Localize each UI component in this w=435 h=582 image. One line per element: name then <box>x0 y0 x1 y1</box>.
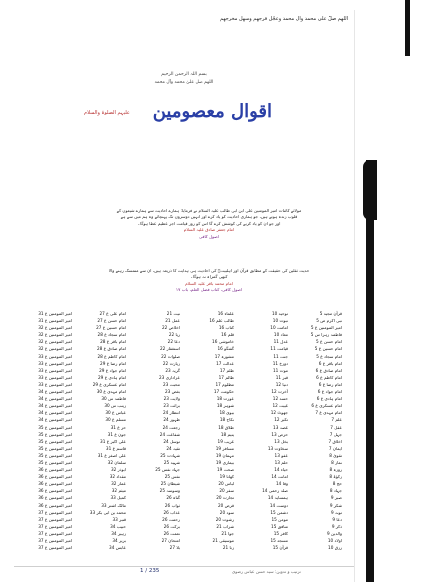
toc-entry[interactable]: توبہ 9 <box>331 509 342 515</box>
toc-entry[interactable]: قرآن مجید 5 <box>319 311 342 316</box>
toc-entry[interactable]: نماز 8 <box>331 459 342 465</box>
toc-entry[interactable]: امیر المومنین ع 32 <box>38 332 72 338</box>
toc-entry[interactable]: بریر 34 <box>112 538 126 543</box>
toc-entry[interactable]: امام حسن ع 5 <box>316 339 342 345</box>
toc-entry[interactable]: قنبر 33 <box>112 516 126 522</box>
toc-entry[interactable]: لباس 20 <box>218 481 234 487</box>
toc-entry[interactable]: امیر المومنین ع 36 <box>38 474 72 480</box>
toc-entry[interactable]: قرض 20 <box>217 502 234 508</box>
toc-entry[interactable]: قبر 11 <box>275 374 288 380</box>
toc-column <box>128 310 180 551</box>
toc-entry[interactable]: مظلوم 17 <box>215 381 234 387</box>
toc-entry[interactable]: روزہ 8 <box>329 467 342 473</box>
toc-entry[interactable]: ظہور 24 <box>163 417 180 423</box>
toc-entry[interactable]: امام ہادی ع 6 <box>316 396 342 402</box>
bismillah: بسم اللہ الرحمن الرحیم <box>161 72 207 77</box>
toc-entry[interactable]: جہاد 8 <box>329 488 342 494</box>
title-honorific: علیہم الصلوۃ والسلام <box>84 110 130 116</box>
toc-entry[interactable]: امام رضا ع 29 <box>100 360 126 366</box>
toc-entry[interactable]: امیر المومنین ع 33 <box>38 360 72 366</box>
toc-entry[interactable]: محبت 23 <box>163 381 180 387</box>
toc-entry[interactable]: امیر المومنین ع 37 <box>38 545 72 551</box>
toc-entry[interactable]: غصہ 13 <box>273 424 288 430</box>
toc-entry[interactable]: اولاد 10 <box>327 538 342 543</box>
toc-entry[interactable]: امام سجاد ع 5 <box>316 353 342 359</box>
toc-entry[interactable]: امیر المومنین ع 37 <box>38 538 72 543</box>
toc-entry[interactable]: سخاوت 13 <box>267 445 288 451</box>
toc-entry[interactable]: برکت 26 <box>163 523 180 529</box>
toc-entry[interactable]: والدین 9 <box>326 530 342 536</box>
toc-entry[interactable]: گناہ 26 <box>166 495 180 501</box>
toc-entry[interactable]: امام باقر ع 28 <box>100 339 126 345</box>
toc-entry[interactable]: عمار 32 <box>111 481 126 487</box>
toc-entry[interactable]: جہل 7 <box>329 431 342 437</box>
toc-entry[interactable]: سفر 20 <box>219 488 234 494</box>
toc-entry[interactable]: زکوٰۃ 8 <box>329 474 342 480</box>
title-block <box>84 101 304 125</box>
toc-entry[interactable]: تقویٰ 8 <box>329 452 342 458</box>
toc-entry[interactable]: صلہ رحمی 14 <box>262 488 288 494</box>
toc-entry[interactable]: کھانا 19 <box>219 474 234 480</box>
toc-entry[interactable]: حلم 13 <box>274 459 288 465</box>
toc-entry[interactable]: علم 7 <box>331 417 342 423</box>
toc-entry[interactable]: ایمان 7 <box>328 445 342 451</box>
toc-column <box>74 310 126 551</box>
salawat: اللھم صل علیٰ محمد وآل محمد <box>154 80 214 85</box>
toc-entry[interactable]: شوہر 18 <box>216 403 234 409</box>
toc-entry[interactable]: مومن 15 <box>271 516 288 522</box>
toc-entry[interactable]: مشورہ 17 <box>214 353 234 359</box>
toc-entry[interactable]: حر ع 31 <box>110 424 126 430</box>
toc-entry[interactable]: اخلاق 7 <box>328 438 342 444</box>
toc-entry[interactable]: استغفار 22 <box>159 346 180 352</box>
toc-entry[interactable]: امیر المومنین ع 33 <box>38 381 72 387</box>
toc-entry[interactable]: بغض 23 <box>165 389 180 395</box>
toc-entry[interactable]: تجارت 20 <box>216 495 234 501</box>
toc-entry[interactable]: بیماری 19 <box>215 459 234 465</box>
toc-entry[interactable]: امانت 14 <box>271 474 288 480</box>
compiler-credit: ترتیب و تدوین: سید حسن عباس رضوی <box>232 569 301 574</box>
toc-entry[interactable]: تکبر 12 <box>274 417 288 423</box>
second-paragraph <box>94 268 324 294</box>
toc-entry[interactable]: علی اصغر ع 31 <box>97 452 126 458</box>
toc-entry[interactable]: رشوت 20 <box>215 516 234 522</box>
toc-entry[interactable]: شہید 25 <box>163 459 180 465</box>
toc-entry[interactable]: انتظار 24 <box>162 410 180 416</box>
toc-entry[interactable]: زنا 21 <box>222 545 234 551</box>
toc-entry[interactable]: برائت 23 <box>163 403 180 409</box>
toc-column <box>182 310 234 551</box>
toc-entry[interactable]: بلا 27 <box>169 545 180 551</box>
toc-entry[interactable]: نکاح 18 <box>219 417 234 423</box>
page-edge-shadow <box>366 160 374 582</box>
toc-entry[interactable]: جوا 21 <box>221 530 234 536</box>
toc-entry[interactable]: صلوات 22 <box>161 353 180 359</box>
toc-entry[interactable]: امام علی ع 27 <box>99 311 126 316</box>
toc-column <box>236 310 288 551</box>
toc-entry[interactable]: حیاء 14 <box>274 467 288 473</box>
toc-entry[interactable]: رحمت 26 <box>162 516 180 522</box>
toc-entry[interactable]: امیر المومنین ع 34 <box>38 410 72 416</box>
toc-entry[interactable]: صبر 9 <box>330 495 342 501</box>
toc-entry[interactable]: یتیم 18 <box>220 431 234 437</box>
toc-entry[interactable]: حکومت 17 <box>213 389 234 395</box>
toc-entry[interactable]: امام رضا ع 6 <box>318 381 342 387</box>
toc-entry[interactable]: امیر المومنین ع 35 <box>38 445 72 451</box>
toc-entry[interactable]: امیر المومنین ع 35 <box>38 438 72 444</box>
toc-entry[interactable]: نبی اکرم ص 5 <box>316 318 342 324</box>
toc-entry[interactable]: امامت 10 <box>270 325 288 331</box>
toc-entry[interactable]: زہیر 34 <box>111 530 126 536</box>
toc-entry[interactable]: مقداد 32 <box>109 474 126 480</box>
toc-entry[interactable]: دنیا 12 <box>275 381 288 387</box>
table-of-contents <box>20 310 342 560</box>
toc-entry[interactable]: رجعت 24 <box>162 424 180 430</box>
toc-entry[interactable]: نفس 25 <box>164 474 180 480</box>
toc-entry[interactable]: صحت 19 <box>216 467 234 473</box>
toc-entry[interactable]: آخرت 12 <box>271 389 288 395</box>
toc-entry[interactable]: عقل 7 <box>330 424 342 430</box>
toc-entry[interactable]: امام مہدی ع 7 <box>315 410 342 416</box>
toc-entry[interactable]: علماء 16 <box>217 311 234 316</box>
toc-entry[interactable]: حبیب 34 <box>110 523 126 529</box>
toc-entry[interactable]: امیر المومنین ع 33 <box>38 367 72 373</box>
toc-entry[interactable]: امام صادق ع 28 <box>96 346 126 352</box>
toc-entry[interactable]: نعمت 26 <box>163 530 180 536</box>
intro-line: مولائے کائنات امیر المومنین علی ابن ابی طالب علیہ السلام نے فرمایا: ہمارے احادیث سے ہمارے شیعوں کے <box>116 208 302 213</box>
toc-entry[interactable]: امیر المومنین ع 37 <box>38 509 72 515</box>
toc-entry[interactable]: امام حسین ع 5 <box>314 346 342 352</box>
toc-entry[interactable]: جنت 11 <box>273 353 288 359</box>
toc-entry[interactable]: عفو 13 <box>274 452 288 458</box>
toc-entry[interactable]: امیر المومنین ع 32 <box>38 346 72 352</box>
intro-source: امام جعفر صادق علیہ السلام <box>183 227 235 233</box>
toc-entry[interactable]: امیر المومنین ع 35 <box>38 459 72 465</box>
toc-entry[interactable]: معاد 10 <box>273 332 288 338</box>
toc-entry[interactable]: مسلم ع 30 <box>105 417 126 423</box>
toc-entry[interactable]: امتحان 27 <box>161 538 180 543</box>
toc-entry[interactable]: امام باقر ع 6 <box>318 360 342 366</box>
toc-entry[interactable]: فاطمہ زہرا س 5 <box>310 332 342 338</box>
toc-entry[interactable]: امیر المومنین ع 36 <box>38 488 72 494</box>
toc-entry[interactable]: امیر المومنین ع 32 <box>38 325 72 331</box>
toc-entry[interactable]: قرآن 15 <box>272 545 288 551</box>
toc-entry[interactable]: امیر المومنین ع 36 <box>38 481 72 487</box>
toc-entry[interactable]: شفاعت 24 <box>159 431 180 437</box>
toc-entry[interactable]: زینب س 30 <box>104 403 126 409</box>
toc-entry[interactable]: سلمان 32 <box>107 459 126 465</box>
toc-entry[interactable]: بیوی 18 <box>219 410 234 416</box>
toc-entry[interactable]: عمل 21 <box>165 318 180 324</box>
intro-reference: اصول کافی <box>198 233 220 239</box>
toc-column <box>290 310 342 551</box>
toc-entry[interactable]: موت 11 <box>272 367 288 373</box>
toc-entry[interactable]: نبوت 10 <box>272 318 288 324</box>
footer-divider <box>14 566 354 567</box>
toc-entry[interactable]: توسل 24 <box>163 438 180 444</box>
toc-entry[interactable]: دوزخ 11 <box>272 360 288 366</box>
toc-entry[interactable]: حرص 13 <box>271 431 288 437</box>
toc-entry[interactable]: مسجد 15 <box>270 538 288 543</box>
toc-entry[interactable]: اخلاص 22 <box>162 325 180 331</box>
toc-entry[interactable]: امیر المومنین ع 37 <box>38 516 72 522</box>
toc-entry[interactable]: مہمان 19 <box>215 452 234 458</box>
page-header-dedication: اللهم صلّ علی محمد وآل محمد وعجّل فرجهم وسهل مخرجهم <box>220 16 348 22</box>
page-title: اقوال معصومین <box>152 101 272 122</box>
toc-entry[interactable]: امام جواد ع 29 <box>99 367 126 373</box>
toc-entry[interactable]: عذاب 26 <box>163 509 180 515</box>
toc-entry[interactable]: سود 20 <box>219 509 234 515</box>
toc-entry[interactable]: حج 8 <box>332 481 342 487</box>
toc-entry[interactable]: امام کاظم ع 6 <box>316 374 342 380</box>
toc-entry[interactable]: امام جواد ع 6 <box>317 389 342 395</box>
toc-entry[interactable]: ظلم 17 <box>219 367 234 373</box>
toc-entry[interactable]: جون ع 31 <box>107 431 126 437</box>
toc-entry[interactable]: محمد بن ابی بکر 33 <box>89 509 126 515</box>
toc-entry[interactable]: امیر المومنین ع 37 <box>38 530 72 536</box>
toc-entry[interactable]: دعا 22 <box>167 339 180 345</box>
toc-entry[interactable]: امیر المومنین ع 34 <box>38 389 72 395</box>
toc-entry[interactable]: کتاب 16 <box>218 325 234 331</box>
toc-entry[interactable]: توحید 10 <box>271 311 288 316</box>
intro-paragraph <box>94 208 324 240</box>
second-line: حدیث ثقلین کی حقیقت کے مطابق قرآن اور اہلبیتؑ کی احادیث ہی ہدایت کا ذریعہ ہیں، ان سے متمسک رہنے والا <box>108 268 310 273</box>
toc-entry[interactable]: ریا 22 <box>168 332 180 338</box>
toc-entry[interactable]: رزق 10 <box>328 545 342 551</box>
toc-entry[interactable]: شکر 9 <box>329 502 342 508</box>
toc-entry[interactable]: کافر 15 <box>273 530 288 536</box>
toc-entry[interactable]: امیر المومنین ع 36 <box>38 502 72 508</box>
page-indicator: 1 / 235 <box>140 568 160 574</box>
toc-entry[interactable]: امیر المومنین ع 35 <box>38 452 72 458</box>
toc-entry[interactable]: فاطمہ س 30 <box>101 396 126 402</box>
toc-entry[interactable]: شہادت 25 <box>160 452 180 458</box>
toc-entry[interactable]: گفتگو 16 <box>217 346 234 352</box>
toc-entry[interactable]: دوست 14 <box>269 502 288 508</box>
toc-entry[interactable]: بخل 13 <box>274 438 288 444</box>
toc-entry[interactable]: عدل 11 <box>273 339 288 345</box>
toc-entry[interactable]: قلم 16 <box>221 332 234 338</box>
toc-entry[interactable]: حسد 12 <box>272 396 288 402</box>
toc-entry[interactable]: موسیقی 21 <box>212 538 234 543</box>
toc-entry[interactable]: نیت 21 <box>166 311 180 316</box>
toc-entry[interactable]: کمیل 33 <box>110 495 126 501</box>
toc-entry[interactable]: امیر المومنین ع 33 <box>38 374 72 380</box>
scrollbar-thumb[interactable] <box>405 0 410 56</box>
toc-entry[interactable]: جھوٹ 12 <box>270 410 288 416</box>
toc-entry[interactable]: گریہ 23 <box>165 367 180 373</box>
toc-entry[interactable]: امام حسن ع 27 <box>97 318 126 324</box>
toc-entry[interactable]: امیر المومنین ع 31 <box>38 318 72 324</box>
toc-entry[interactable]: امیر المومنین ع 32 <box>38 339 72 345</box>
second-source: امام محمد باقر علیہ السلام <box>185 280 233 286</box>
toc-column <box>20 310 72 551</box>
toc-entry[interactable]: عورت 18 <box>216 396 234 402</box>
toc-entry[interactable]: ہمسایہ 14 <box>267 495 288 501</box>
toc-entry[interactable]: امام مہدی ع 30 <box>96 389 126 395</box>
toc-entry[interactable]: میثم 32 <box>111 488 126 494</box>
toc-entry[interactable]: امیر المومنین ع 31 <box>38 311 72 316</box>
toc-entry[interactable]: زیارت 22 <box>162 360 180 366</box>
toc-entry[interactable]: مسافر 19 <box>215 445 234 451</box>
toc-entry[interactable]: غیبت 12 <box>272 403 288 409</box>
toc-entry[interactable]: علی اکبر ع 31 <box>100 438 126 444</box>
toc-entry[interactable]: امیر المومنین ع 37 <box>38 523 72 529</box>
second-line: کبھی گمراہ نہ ہوگا۔ <box>190 274 228 280</box>
toc-entry[interactable]: دشمن 15 <box>270 509 288 515</box>
toc-entry[interactable]: شراب 21 <box>216 523 234 529</box>
document-page <box>14 10 355 582</box>
toc-entry[interactable]: امام سجاد ع 28 <box>97 332 126 338</box>
toc-entry[interactable]: امیر المومنین ع 35 <box>38 424 72 430</box>
toc-entry[interactable]: ولایت 23 <box>163 396 180 402</box>
toc-entry[interactable]: عزاداری 23 <box>159 374 180 380</box>
toc-entry[interactable]: ابوذر 32 <box>110 467 126 473</box>
toc-entry[interactable]: ظالم 17 <box>218 374 234 380</box>
toc-entry[interactable]: امیر المومنین ع 33 <box>38 353 72 359</box>
toc-entry[interactable]: امام صادق ع 6 <box>315 367 342 373</box>
toc-entry[interactable]: قاسم ع 31 <box>105 445 126 451</box>
toc-entry[interactable]: امام ہادی ع 29 <box>98 374 126 380</box>
toc-entry[interactable]: قیامت 11 <box>270 346 288 352</box>
toc-entry[interactable]: ثواب 26 <box>164 502 180 508</box>
toc-entry[interactable]: طالب علم 16 <box>209 318 234 324</box>
second-reference: اصول کافی، کتاب فضل العلم، باب ۱۷ <box>175 287 243 293</box>
intro-line: قلوب زندہ ہوتے ہیں، جو ہماری احادیث کو یاد کرے اور انہیں دوسروں تک پہنچائے وہ ہم میں سے ہے <box>120 214 298 220</box>
toc-entry[interactable]: وفا 14 <box>276 481 288 487</box>
toc-entry[interactable]: امیر المومنین ع 5 <box>310 325 342 331</box>
toc-entry[interactable]: امام حسین ع 27 <box>96 325 126 331</box>
toc-entry[interactable]: خاموشی 16 <box>212 339 234 345</box>
toc-entry[interactable]: امام کاظم ع 28 <box>97 353 126 359</box>
toc-entry[interactable]: امیر المومنین ع 34 <box>38 417 72 423</box>
toc-entry[interactable]: طلاق 18 <box>218 424 234 430</box>
toc-entry[interactable]: دعا 9 <box>332 516 342 522</box>
toc-entry[interactable]: امیر المومنین ع 35 <box>38 431 72 437</box>
toc-entry[interactable]: عباس ع 30 <box>105 410 126 416</box>
toc-entry[interactable]: امام عسکری ع 29 <box>92 381 126 387</box>
toc-entry[interactable]: امام عسکری ع 6 <box>311 403 342 409</box>
toc-entry[interactable]: جہاد نفس 25 <box>155 467 180 473</box>
toc-entry[interactable]: امیر المومنین ع 34 <box>38 403 72 409</box>
toc-entry[interactable]: عابس 34 <box>109 545 126 551</box>
toc-entry[interactable]: عدالت 17 <box>216 360 234 366</box>
toc-entry[interactable]: غریب 19 <box>217 438 234 444</box>
toc-entry[interactable]: امیر المومنین ع 34 <box>38 396 72 402</box>
toc-entry[interactable]: مالک اشتر 33 <box>101 502 126 508</box>
toc-entry[interactable]: ذکر 9 <box>331 523 342 529</box>
toc-entry[interactable]: شیطان 25 <box>160 481 180 487</box>
toc-entry[interactable]: امیر المومنین ع 36 <box>38 467 72 473</box>
toc-entry[interactable]: امیر المومنین ع 36 <box>38 495 72 501</box>
toc-entry[interactable]: وسوسہ 25 <box>159 488 180 494</box>
intro-line: اور جو ان کو یاد کرنے کی کوشش کرے گا اس کو روز قیامت اجر عظیم عطا ہوگا۔ <box>137 220 281 226</box>
toc-entry[interactable]: تقیہ 24 <box>166 445 180 451</box>
toc-entry[interactable]: منافق 15 <box>271 523 288 529</box>
